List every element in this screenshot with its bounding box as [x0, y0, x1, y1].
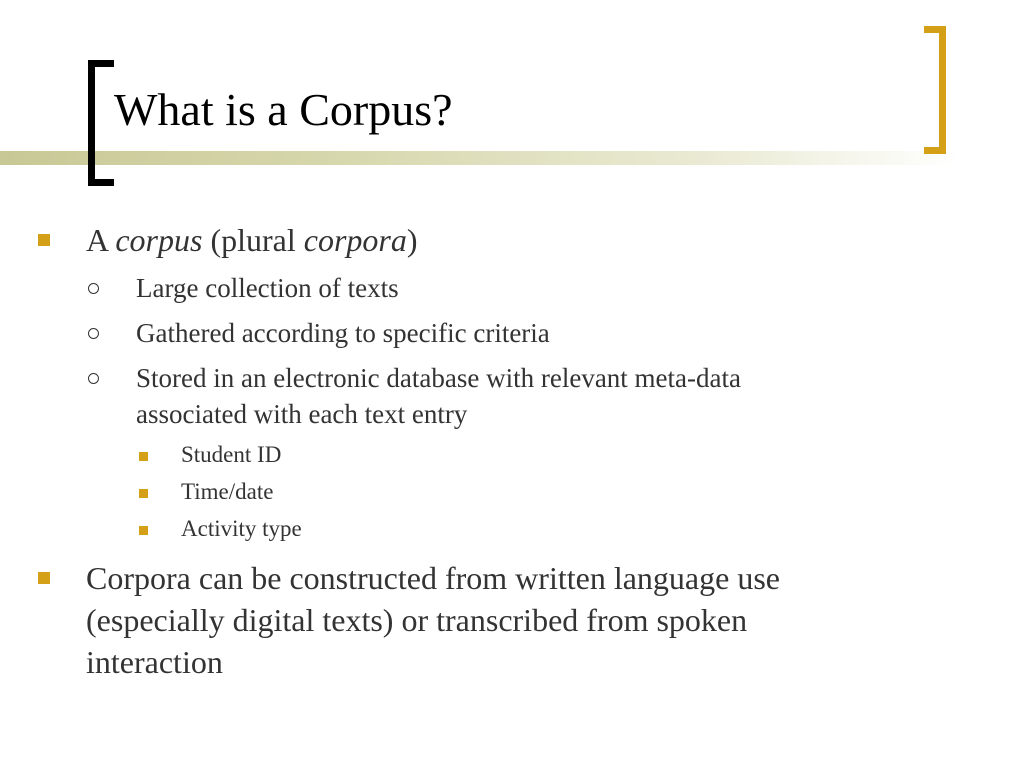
- title-stripe: [0, 151, 960, 165]
- sub-bullet-3-line2: associated with each text entry: [136, 399, 468, 429]
- sub-bullet-3: Stored in an electronic database with relevant meta-data: [136, 363, 741, 393]
- meta-item-time-date: Time/date: [181, 479, 274, 504]
- circle-bullet-icon: [88, 373, 99, 384]
- text-mid: (plural: [202, 222, 304, 258]
- bullet-corpora-construction-line1: Corpora can be constructed from written language use: [86, 560, 780, 596]
- small-square-bullet-icon: [139, 489, 148, 498]
- meta-item-activity-type: Activity type: [181, 516, 302, 541]
- sub-bullet-2: Gathered according to specific criteria: [136, 318, 550, 348]
- sub-bullet-1: Large collection of texts: [136, 273, 399, 303]
- slide-title: What is a Corpus?: [114, 84, 453, 135]
- text-suffix: ): [406, 222, 418, 258]
- meta-item-student-id: Student ID: [181, 442, 282, 467]
- term-corpora: corpora: [303, 222, 407, 258]
- square-bullet-icon: [38, 234, 50, 246]
- circle-bullet-icon: [88, 328, 99, 339]
- right-bracket-decoration: [924, 26, 946, 154]
- circle-bullet-icon: [88, 283, 99, 294]
- small-square-bullet-icon: [139, 526, 148, 535]
- term-corpus: corpus: [115, 222, 203, 258]
- left-bracket-decoration: [88, 60, 114, 186]
- text-prefix: A: [86, 222, 116, 258]
- bullet-corpus-definition: [86, 219, 418, 261]
- bullet-corpora-construction-line3: interaction: [86, 644, 223, 680]
- square-bullet-icon: [38, 572, 50, 584]
- small-square-bullet-icon: [139, 452, 148, 461]
- bullet-corpora-construction-line2: (especially digital texts) or transcribed from spoken: [86, 602, 748, 638]
